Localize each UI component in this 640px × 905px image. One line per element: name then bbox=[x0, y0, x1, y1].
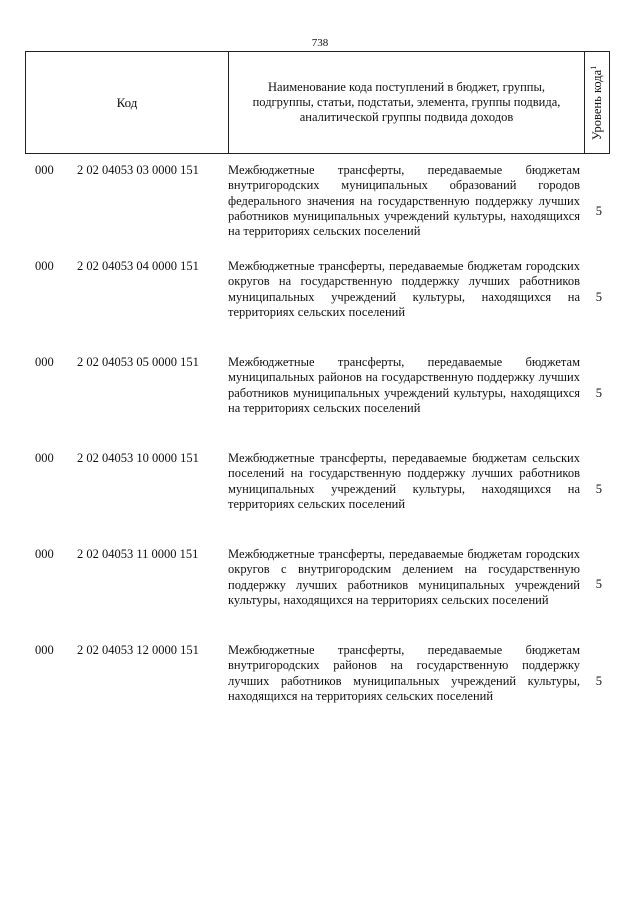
table-row bbox=[25, 163, 610, 259]
header-level-text: Уровень кода bbox=[590, 69, 605, 140]
row-level: 5 bbox=[595, 674, 602, 688]
row-income-code: 2 02 04053 03 0000 151 bbox=[77, 163, 199, 177]
header-code-label: Код bbox=[116, 94, 138, 110]
row-level: 5 bbox=[595, 386, 602, 400]
row-admin-code: 000 bbox=[35, 355, 54, 369]
header-level-cell bbox=[585, 52, 609, 153]
row-level: 5 bbox=[595, 290, 602, 304]
row-admin-code: 000 bbox=[35, 451, 54, 465]
row-level: 5 bbox=[595, 204, 602, 218]
table-row bbox=[25, 451, 610, 547]
row-admin-code: 000 bbox=[35, 643, 54, 657]
row-income-name: Межбюджетные трансферты, передаваемые бюджетам муниципальных районов на государственную поддержку лучших работников муниципальных учреждений культуры, находящихся на территориях сельских поселений bbox=[228, 355, 580, 415]
table-body bbox=[25, 163, 610, 739]
header-level-footnote: 1 bbox=[588, 65, 598, 70]
table-row bbox=[25, 547, 610, 643]
row-income-name: Межбюджетные трансферты, передаваемые бюджетам сельских поселений на государственную поддержку лучших работников муниципальных учреждений культуры, находящихся на территориях сельских поселений bbox=[228, 451, 580, 511]
header-code-cell bbox=[26, 52, 229, 153]
row-admin-code: 000 bbox=[35, 163, 54, 177]
row-income-code: 2 02 04053 05 0000 151 bbox=[77, 355, 199, 369]
page-number: 738 bbox=[311, 37, 329, 49]
row-admin-code: 000 bbox=[35, 259, 54, 273]
row-income-code: 2 02 04053 04 0000 151 bbox=[77, 259, 199, 273]
row-income-name: Межбюджетные трансферты, передаваемые бюджетам внутригородских районов на государственную поддержку лучших работников муниципальных учреждений культуры, находящихся на территориях сельских поселений bbox=[228, 643, 580, 703]
header-level-label bbox=[589, 65, 605, 139]
row-income-code: 2 02 04053 12 0000 151 bbox=[77, 643, 199, 657]
table-row bbox=[25, 259, 610, 355]
row-income-name: Межбюджетные трансферты, передаваемые бюджетам городских округов на государственную поддержку лучших работников муниципальных учреждений культуры, находящихся на территориях сельских поселений bbox=[228, 259, 580, 319]
row-level: 5 bbox=[595, 577, 602, 591]
header-name-label: Наименование кода поступлений в бюджет, группы, подгруппы, статьи, подстатьи, элемента, группы подвида, аналитической группы подвида доходов bbox=[252, 80, 561, 124]
row-income-name: Межбюджетные трансферты, передаваемые бюджетам городских округов с внутригородским делением на государственную поддержку лучших работников муниципальных учреждений культуры, находящихся на территориях сельских поселений bbox=[228, 547, 580, 607]
row-admin-code: 000 bbox=[35, 547, 54, 561]
row-income-code: 2 02 04053 10 0000 151 bbox=[77, 451, 199, 465]
table-row bbox=[25, 643, 610, 739]
row-income-name: Межбюджетные трансферты, передаваемые бюджетам внутригородских муниципальных образований городов федерального значения на государственную поддержку лучших работников муниципальных учреждений культуры, находящихся на территориях сельских поселений bbox=[228, 163, 580, 239]
table-header bbox=[25, 51, 610, 154]
header-name-cell bbox=[229, 52, 585, 153]
row-income-code: 2 02 04053 11 0000 151 bbox=[77, 547, 199, 561]
table-row bbox=[25, 355, 610, 451]
row-level: 5 bbox=[595, 482, 602, 496]
